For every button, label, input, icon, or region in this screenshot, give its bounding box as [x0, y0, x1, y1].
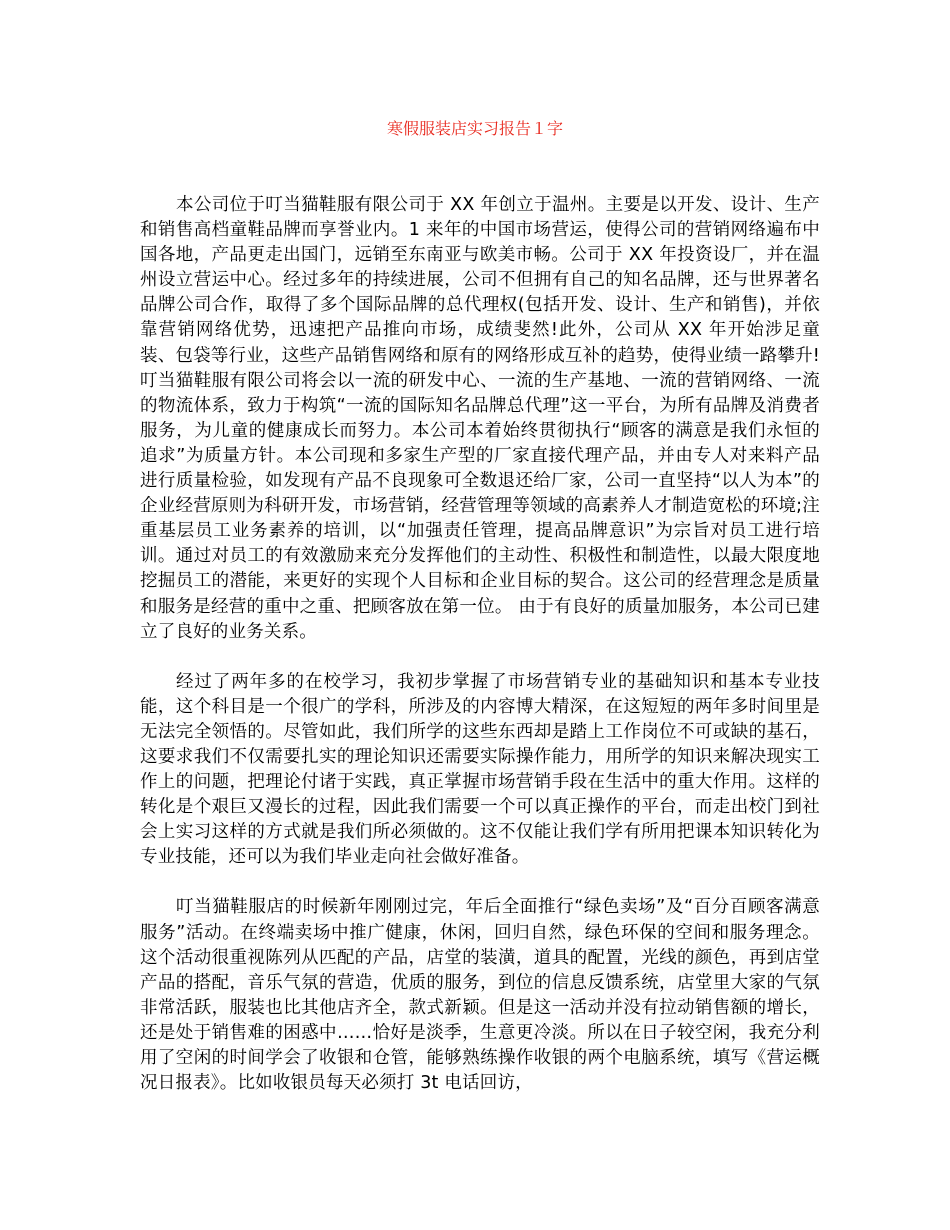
document-title: 寒假服装店实习报告１字: [386, 119, 563, 138]
document-body: [140, 193, 820, 1121]
paragraph-study-experience: 经过了两年多的在校学习，我初步掌握了市场营销专业的基础知识和基本专业技能，这个科目是一个很广的学科，所涉及的内容博大精深，在这短短的两年多时间里是无法完全领悟的。尽管如此，我们所学的这些东西却是踏上工作岗位不可或缺的基石，这要求我们不仅需要扎实的理论知识还需要实际操作能力，用所学的知识来解决现实工作上的问题，把理论付诸于实践，真正掌握市场营销手段在生活中的重大作用。这样的转化是个艰巨又漫长的过程，因此我们需要一个可以真正操作的平台，而走出校门到社会上实习这样的方式就是我们所必须做的。这不仅能让我们学有所用把课本知识转化为专业技能，还可以为我们毕业走向社会做好准备。: [140, 671, 820, 868]
paragraph-company-intro: 本公司位于叮当猫鞋服有限公司于 XX 年创立于温州。主要是以开发、设计、生产和销售高档童鞋品牌而享誉业内。1 来年的中国市场营运，使得公司的营销网络遍布中国各地，产品更走出国门，远销至东南亚与欧美市畅。公司于 XX 年投资设厂，并在温州设立营运中心。经过多年的持续进展，公司不但拥有自己的知名品牌，还与世界著名品牌公司合作，取得了多个国际品牌的总代理权(包括开发、设计、生产和销售)，并依靠营销网络优势，迅速把产品推向市场，成绩斐然!此外，公司从 XX 年开始涉足童装、包袋等行业，这些产品销售网络和原有的网络形成互补的趋势，使得业绩一路攀升! 叮当猫鞋服有限公司将会以一流的研发中心、一流的生产基地、一流的营销网络、一流的物流体系，致力于构筑“一流的国际知名品牌总代理”这一平台，为所有品牌及消费者服务，为儿童的健康成长而努力。本公司本着始终贯彻执行“顾客的满意是我们永恒的追求”为质量方针。本公司现和多家生产型的厂家直接代理产品，并由专人对来料产品进行质量检验，如发现有产品不良现象可全数退还给厂家，公司一直坚持“以人为本”的企业经营原则为科研开发，市场营销，经营管理等领域的高素养人才制造宽松的环境;注重基层员工业务素养的培训，以“加强责任管理，提高品牌意识”为宗旨对员工进行培训。通过对员工的有效激励来充分发挥他们的主动性、积极性和制造性，以最大限度地挖掘员工的潜能，来更好的实现个人目标和企业目标的契合。这公司的经营理念是质量和服务是经营的重中之重、把顾客放在第一位。 由于有良好的质量加服务，本公司已建立了良好的业务关系。: [140, 195, 820, 642]
paragraph-store-internship: 叮当猫鞋服店的时候新年刚刚过完，年后全面推行“绿色卖场”及“百分百顾客满意服务”活动。在终端卖场中推广健康，休闲，回归自然，绿色环保的空间和服务理念。这个活动很重视陈列从匹配的产品，店堂的装潢，道具的配置，光线的颜色，再到店堂产品的搭配，音乐气氛的营造，优质的服务，到位的信息反馈系统，店堂里大家的气氛非常活跃，服装也比其他店齐全，款式新颖。但是这一活动并没有拉动销售额的增长，还是处于销售难的困惑中……恰好是淡季，生意更冷淡。所以在日子较空闲，我充分利用了空闲的时间学会了收银和仓管，能够熟练操作收银的两个电脑系统，填写《营运概况日报表》。比如收银员每天必须打 3t 电话回访，: [140, 897, 820, 1094]
